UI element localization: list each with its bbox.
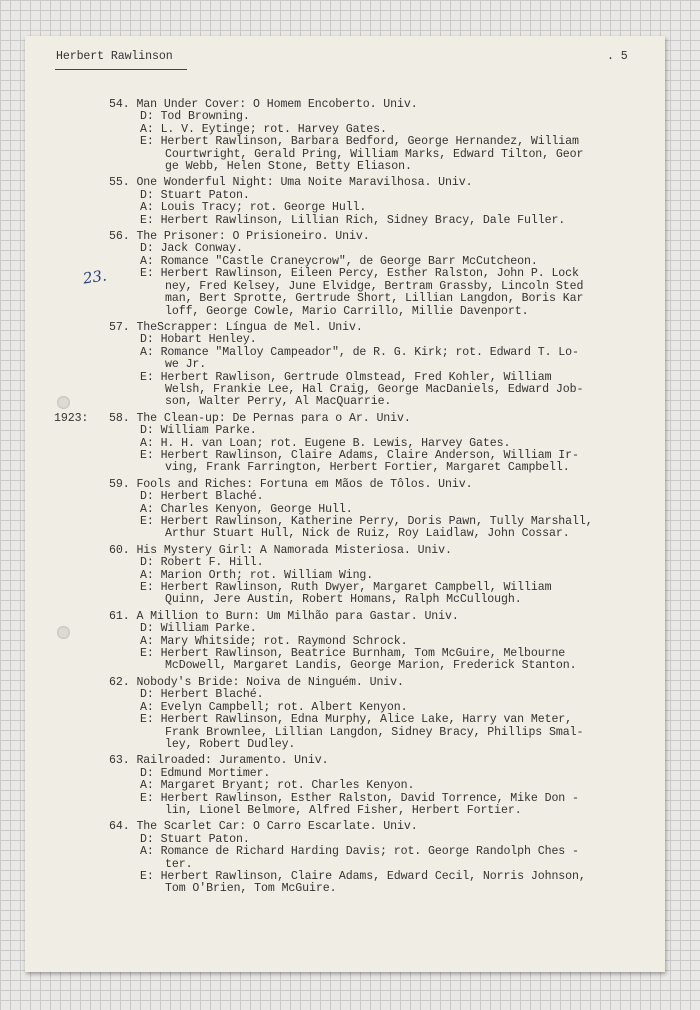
filmography-list [54,98,654,900]
page-number: . 5 [607,50,628,63]
entry-number: 61. [109,609,130,623]
film-title: The Clean-up: De Pernas para o Ar. Univ. [136,411,411,425]
entry-number: 60. [109,543,130,557]
film-entry [109,177,654,227]
film-entry [109,545,654,607]
credit-continuation: Welsh, Frankie Lee, Hal Craig, George MacDaniels, Edward Job- [165,382,584,396]
typewritten-page [25,36,665,972]
credit-continuation: loff, George Cowle, Mario Carrillo, Millie Davenport. [165,304,529,318]
credit-line: E: Herbert Rawlinson, Claire Adams, Claire Anderson, William Ir- [140,448,579,462]
entry-number: 62. [109,675,130,689]
header-underline [55,69,187,70]
credit-continuation: ney, Fred Kelsey, June Elvidge, Bertram Grassby, Lincoln Sted [165,279,584,293]
film-title: The Scarlet Car: O Carro Escarlate. Univ. [136,820,418,834]
credit-line: A: H. H. van Loan; rot. Eugene B. Lewis, Harvey Gates. [140,436,511,450]
film-title: Railroaded: Juramento. Univ. [136,754,329,768]
entry-number: 58. [109,411,130,425]
year-label: 1923: [54,411,89,425]
credit-continuation: Courtwright, Gerald Pring, William Marks, Edward Tilton, Geor [165,147,584,161]
entry-number: 54. [109,98,130,111]
entry-number: 57. [109,320,130,334]
film-title: TheScrapper: Língua de Mel. Univ. [136,320,363,334]
film-entry [109,322,654,409]
credit-continuation: ter. [165,857,193,871]
entry-number: 64. [109,820,130,834]
credit-line: D: Jack Conway. [140,242,243,256]
film-title: Fools and Riches: Fortuna em Mãos de Tôlos. Univ. [136,477,473,491]
entry-title-line [109,821,654,833]
credit-continuation: ving, Frank Farrington, Herbert Fortier, Margaret Campbell. [165,461,570,475]
entry-number: 55. [109,176,130,190]
credit-line: A: Romance "Malloy Campeador", de R. G. Kirk; rot. Edward T. Lo- [140,345,579,359]
entry-number: 63. [109,754,130,768]
credit-line: A: Louis Tracy; rot. George Hull. [140,201,367,215]
punch-hole [57,396,70,409]
credit-line: E: Herbert Rawlinson, Barbara Bedford, George Hernandez, William [140,135,579,149]
credit-line: D: Herbert Blaché. [140,490,264,504]
credit-line: D: Hobart Henley. [140,333,257,347]
film-entry [109,677,654,751]
credit-continuation: Quinn, Jere Austin, Robert Homans, Ralph McCullough. [165,593,522,607]
credit-line: D: Stuart Paton. [140,188,250,202]
credit-line: E: Herbert Rawlinson, Edna Murphy, Alice Lake, Harry van Meter, [140,713,573,727]
credit-line: A: Charles Kenyon, George Hull. [140,502,353,516]
credit-line: E: Herbert Rawlinson, Katherine Perry, Doris Pawn, Tully Marshall, [140,515,593,528]
credit-line: D: Tod Browning. [140,110,250,124]
credit-line: D: Herbert Blaché. [140,688,264,702]
film-entry [109,99,654,173]
entry-number: 56. [109,230,130,244]
film-entry [109,755,654,817]
credit-continuation: ley, Robert Dudley. [165,737,296,751]
credit-line: E: Herbert Rawlinson, Claire Adams, Edward Cecil, Norris Johnson, [140,869,586,883]
credit-line: E: Herbert Rawlinson, Lillian Rich, Sidney Bracy, Dale Fuller. [140,213,566,227]
credit-line: A: L. V. Eytinge; rot. Harvey Gates. [140,122,387,136]
entry-title-line [109,177,654,189]
punch-hole [57,626,70,639]
credit-line: A: Marion Orth; rot. William Wing. [140,568,374,582]
credit-line: E: Herbert Rawlinson, Eileen Percy, Esther Ralston, John P. Lock [140,267,579,281]
credit-line: A: Mary Whitside; rot. Raymond Schrock. [140,634,408,648]
film-title: One Wonderful Night: Uma Noite Maravilhosa. Univ. [136,176,473,190]
film-title: His Mystery Girl: A Namorada Misteriosa. Univ. [136,543,452,557]
handwritten-margin-note: 23. [81,266,108,288]
film-entry [54,411,654,475]
credit-line: A: Margaret Bryant; rot. Charles Kenyon. [140,779,415,793]
entry-number: 59. [109,477,130,491]
film-entry [109,611,654,673]
film-entry [109,479,654,541]
credit-continuation: son, Walter Perry, Al MacQuarrie. [165,395,392,409]
credit-line: A: Romance de Richard Harding Davis; rot. George Randolph Ches - [140,845,579,859]
credit-line: D: Robert F. Hill. [140,556,264,570]
film-title: The Prisoner: O Prisioneiro. Univ. [136,230,370,244]
credit-line: E: Herbert Rawlinson, Beatrice Burnham, Tom McGuire, Melbourne [140,647,566,661]
film-title: A Million to Burn: Um Milhão para Gastar. Univ. [136,609,459,623]
credit-continuation: ge Webb, Helen Stone, Betty Eliason. [165,160,412,174]
credit-line: D: Edmund Mortimer. [140,766,271,780]
credit-line: D: William Parke. [140,622,257,636]
credit-line: D: William Parke. [140,424,257,438]
credit-line: A: Evelyn Campbell; rot. Albert Kenyon. [140,700,408,714]
credit-continuation: we Jr. [165,358,207,372]
credit-continuation: lin, Lionel Belmore, Alfred Fisher, Herbert Fortier. [165,803,522,817]
credit-continuation: Frank Brownlee, Lillian Langdon, Sidney Bracy, Phillips Smal- [165,725,584,739]
film-entry [81,230,654,318]
page-header-name: Herbert Rawlinson [56,50,173,63]
film-title: Nobody's Bride: Noiva de Ninguém. Univ. [136,675,404,689]
film-entry [109,821,654,895]
credit-continuation: Arthur Stuart Hull, Nick de Ruiz, Roy Laidlaw, John Cossar. [165,527,570,541]
credit-line: E: Herbert Rawlinson, Ruth Dwyer, Margaret Campbell, William [140,581,552,595]
entry-title-line [109,755,654,767]
credit-continuation: McDowell, Margaret Landis, George Marion, Frederick Stanton. [165,659,577,673]
credit-continuation: Tom O'Brien, Tom McGuire. [165,882,337,896]
credit-continuation: man, Bert Sprotte, Gertrude Short, Lillian Langdon, Boris Kar [165,292,584,306]
credit-line: A: Romance "Castle Craneycrow", de George Barr McCutcheon. [140,254,538,268]
credit-line: E: Herbert Rawlinson, Esther Ralston, David Torrence, Mike Don - [140,791,579,805]
credit-line: E: Herbert Rawlison, Gertrude Olmstead, Fred Kohler, William [140,370,552,384]
credit-line: D: Stuart Paton. [140,832,250,846]
film-title: Man Under Cover: O Homem Encoberto. Univ. [136,98,418,111]
